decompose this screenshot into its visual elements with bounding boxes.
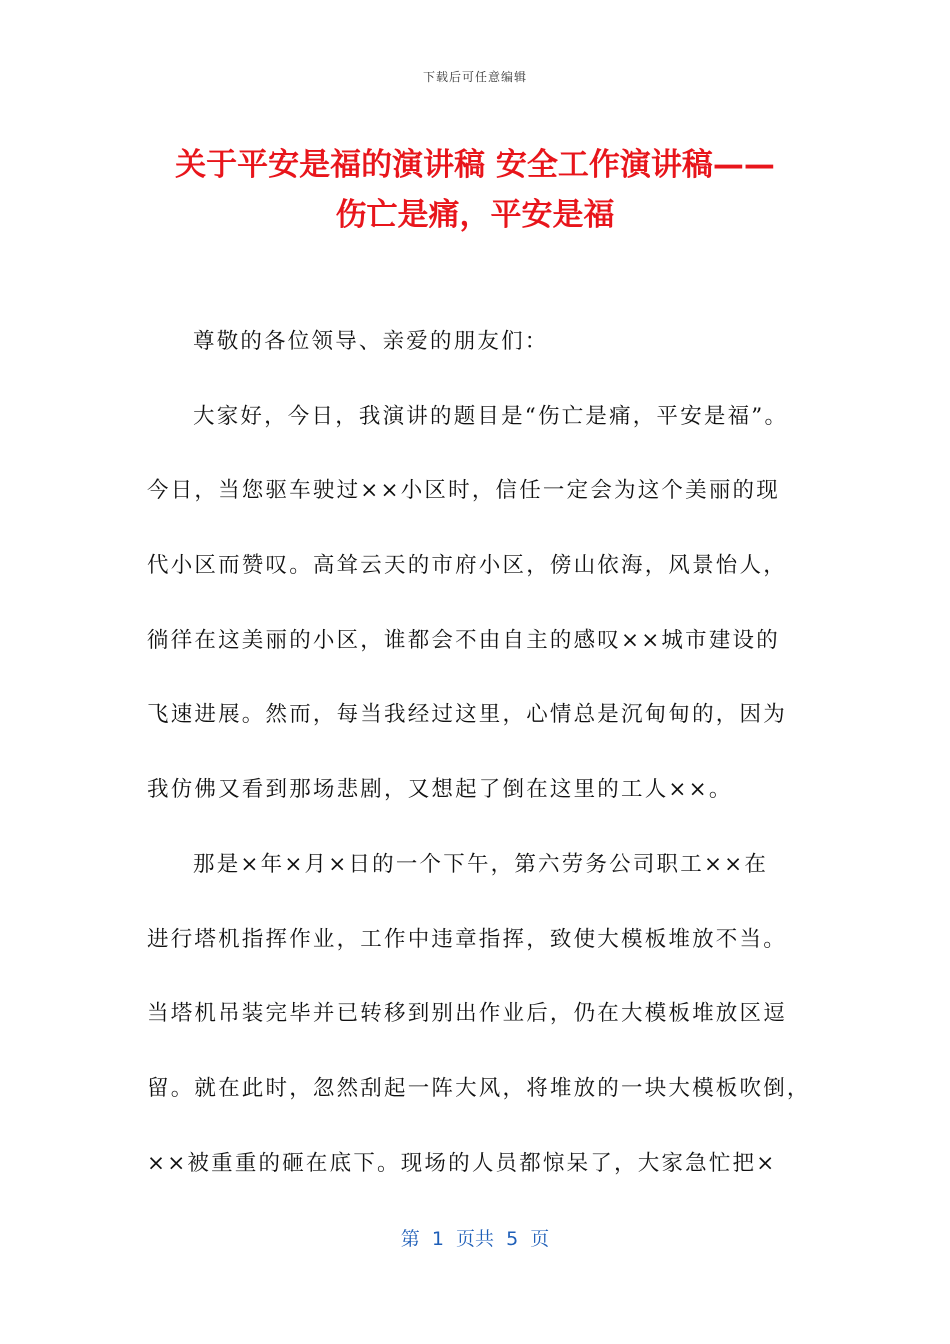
header-note: 下载后可任意编辑 [422,70,527,84]
document-body [147,318,827,1214]
page-number-footer: 第 1 页共 5 页 [400,1228,550,1250]
paragraph-1-line-4: 徜徉在这美丽的小区，谁都会不由自主的感叹××城市建设的 [147,627,780,653]
document-title [100,140,850,240]
paragraph-2-line-1: 那是×年×月×日的一个下午，第六劳务公司职工××在 [193,851,769,877]
salutation-line: 尊敬的各位领导、亲爱的朋友们： [193,329,549,354]
paragraph-1-line-1: 大家好，今日，我演讲的题目是“伤亡是痛，平安是福”。 [193,403,789,429]
paragraph-1-line-3: 代小区而赞叹。高耸云天的市府小区，傍山依海，风景怡人， [147,553,787,579]
document-title-line-2: 伤亡是痛，平安是福 [335,197,615,233]
document-title-line-1: 关于平安是福的演讲稿 安全工作演讲稿—— [175,147,775,183]
paragraph-2-line-2: 进行塔机指挥作业，工作中违章指挥，致使大模板堆放不当。 [147,926,787,952]
paragraph-1-line-2: 今日，当您驱车驶过××小区时，信任一定会为这个美丽的现 [147,478,780,504]
paragraph-1-line-5: 飞速进展。然而，每当我经过这里，心情总是沉甸甸的，因为 [147,702,787,728]
paragraph-1-line-6: 我仿佛又看到那场悲剧，又想起了倒在这里的工人××。 [147,777,733,803]
paragraph-2-line-4: 留。就在此时，忽然刮起一阵大风，将堆放的一块大模板吹倒， [147,1075,811,1101]
paragraph-2-line-3: 当塔机吊装完毕并已转移到别出作业后，仍在大模板堆放区逗 [147,1001,787,1027]
paragraph-2-line-5: ××被重重的砸在底下。现场的人员都惊呆了，大家急忙把× [147,1150,777,1176]
